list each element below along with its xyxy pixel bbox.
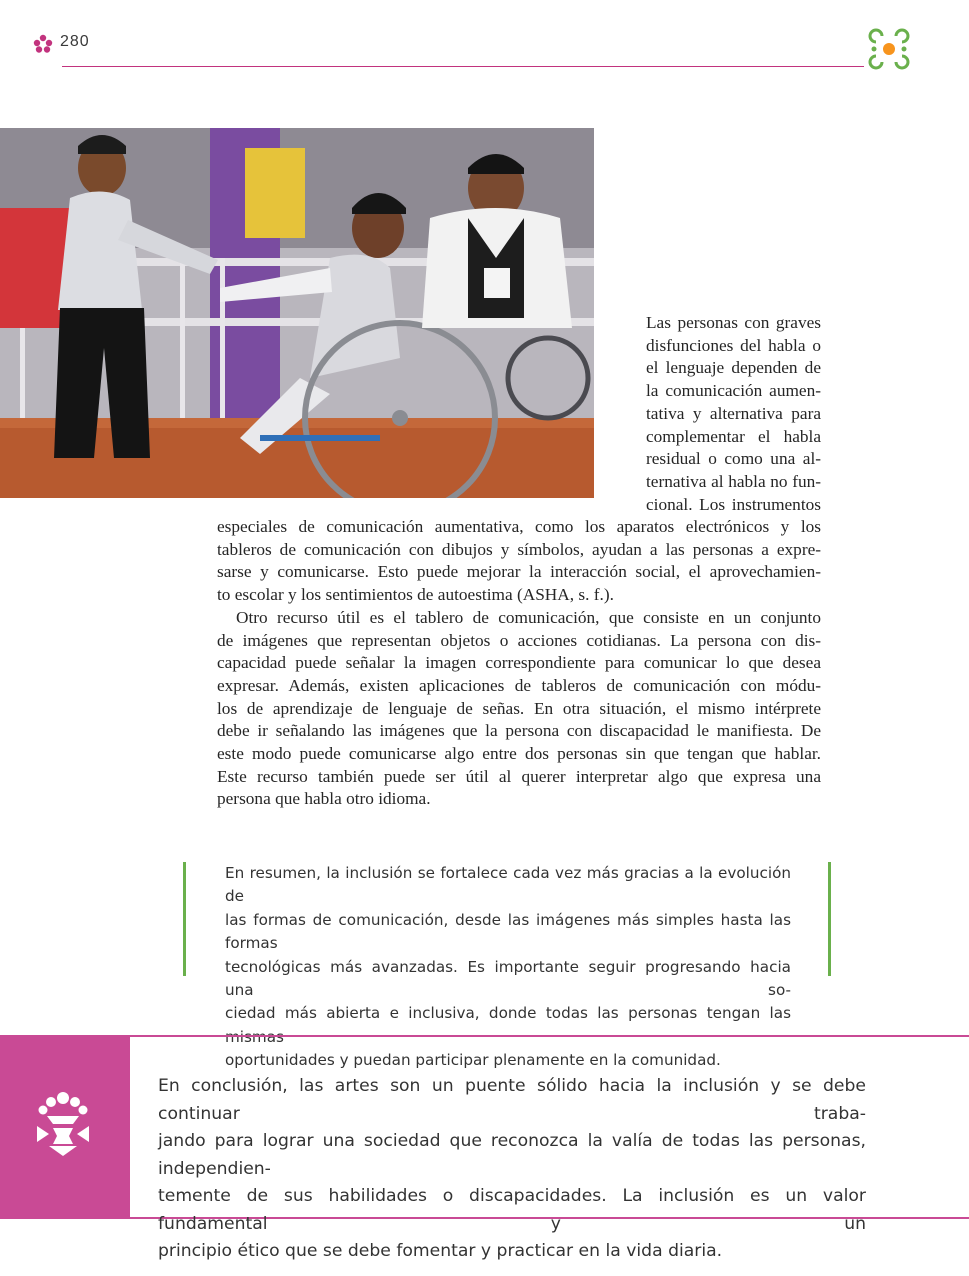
text-line: cional. Los instrumentos	[646, 494, 821, 514]
circular-dots-logo-icon	[868, 28, 910, 70]
text-line: complementar el habla	[646, 426, 821, 446]
text-line: En conclusión, las artes son un puente sólido hacia la inclusión y se debe continuar traba-	[158, 1076, 866, 1124]
text-line: residual o como una al-	[646, 449, 821, 469]
text-line: tecnológicas más avanzadas. Es importante seguir progresando hacia una so-	[225, 957, 791, 1000]
text-line: expresar. Además, existen aplicaciones de tableros de comunicación con módu-	[217, 675, 821, 695]
text-line: jando para lograr una sociedad que reconozca la valía de todas las personas, independien-	[158, 1131, 866, 1179]
paragraph-1-intro	[627, 312, 821, 516]
text-line: el lenguaje dependen de	[646, 358, 821, 378]
text-line: oportunidades y puedan participar plenamente en la comunidad.	[225, 1051, 721, 1070]
dance-competition-photo	[0, 128, 594, 498]
header-rule	[62, 66, 864, 67]
text-line: debe ir señalando las imágenes que la persona con discapacidad le manifiesta. De	[217, 721, 821, 741]
text-line: Otro recurso útil es el tablero de comunicación, que consiste en un conjunto	[236, 607, 821, 627]
text-line: persona que habla otro idioma.	[217, 789, 431, 809]
text-line: la comunicación aumen-	[646, 381, 821, 401]
text-line: sarse y comunicarse. Esto puede mejorar la interacción social, el aprovechamien-	[217, 562, 821, 582]
text-line: to escolar y los sentimientos de autoestima (ASHA, s. f.).	[217, 585, 614, 605]
text-line: tableros de comunicación con dibujos y símbolos, ayudan a las personas a expre-	[217, 539, 821, 559]
page-number: 280	[60, 33, 90, 50]
text-line: En resumen, la inclusión se fortalece cada vez más gracias a la evolución de	[225, 864, 791, 906]
flower-ornament-icon	[33, 34, 53, 54]
text-line: temente de sus habilidades o discapacidades. La inclusión es un valor fundamental y un	[158, 1186, 866, 1234]
text-line: ternativa al habla no fun-	[646, 471, 821, 491]
body-text-block	[217, 516, 821, 811]
text-line: los de aprendizaje de lenguaje de señas. En otra situación, el mismo intérprete	[217, 698, 821, 718]
text-line: las formas de comunicación, desde las imágenes más simples hasta las formas	[225, 910, 791, 953]
text-line: tativa y alternativa para	[646, 403, 821, 423]
text-line: especiales de comunicación aumentativa, como los aparatos electrónicos y los	[217, 517, 821, 536]
textile-ornament-icon	[33, 1090, 93, 1156]
text-line: principio ético que se debe fomentar y practicar en la vida diaria.	[158, 1241, 723, 1261]
text-line: de imágenes que representan objetos o acciones cotidianas. La persona con dis-	[217, 630, 821, 650]
conclusion-text	[158, 1073, 866, 1266]
text-line: disfunciones del habla o	[646, 335, 821, 355]
text-line: Las personas con graves	[646, 313, 821, 332]
text-line: capacidad puede señalar la imagen correspondiente para comunicar lo que desea	[217, 653, 821, 673]
text-line: ciedad más abierta e inclusiva, donde todas las personas tengan las mismas	[225, 1004, 791, 1046]
text-line: Este recurso también puede ser útil al querer interpretar algo que expresa una	[217, 766, 821, 786]
text-line: este modo puede comunicarse algo entre dos personas sin que tengan que hablar.	[217, 744, 821, 764]
